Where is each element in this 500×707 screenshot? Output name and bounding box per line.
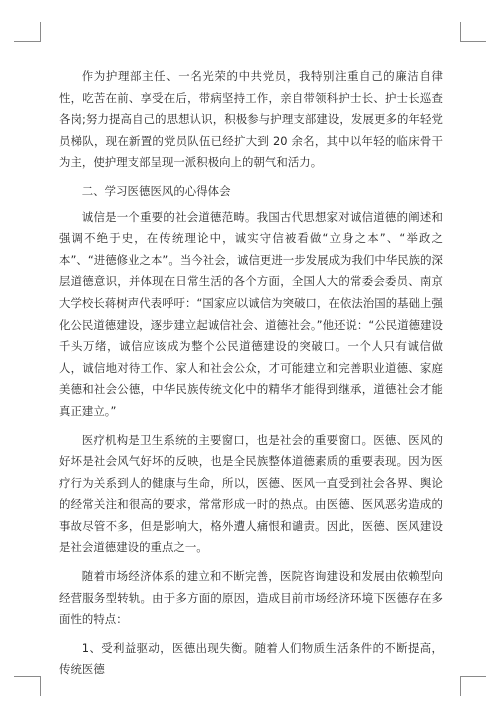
paragraph-party-member-self-discipline: 作为护理部主任、一名光荣的中共党员，我特别注重自己的廉洁自律性，吃苦在前、享受在后，带病坚持工作，亲自带领科护士长、护士长巡查各岗;努力提高自己的思想认识，积极参与护理支部建设，发展更多的年轻党员梯队，现在新置的党员队伍已经扩大到 20 余名，其中以年轻的临床骨干为主，使护理支部呈现一派积极向上的朝气和活力。 (59, 69, 443, 170)
paragraph-medical-ethics-window: 医疗机构是卫生系统的主要窗口，也是社会的重要窗口。医德、医风的好坏是社会风气好坏的反映，也是全民族整体道德素质的重要表现。因为医疗行为关系到人的健康与生命，所以，医德、医风一直受到社会各界、舆论的经常关注和很高的要求，常常形成一时的热点。由医德、医风恶劣造成的事故尽管不多，但是影响大，格外遭人痛恨和谴责。因此，医德、医风建设是社会道德建设的重点之一。 (59, 432, 443, 555)
paragraph-integrity: 诚信是一个重要的社会道德范畴。我国古代思想家对诚信道德的阐述和强调不绝于史，在传统理论中，诚实守信被看做“立身之本”、“举政之本”、“进德修业之本”。当今社会，诚信更进一步发展成为我们中华民族的深层道德意识，并体现在日常生活的各个方面，全国人大的常委会委员、南京大学校长蒋树声代表呼吁：“国家应以诚信为突破口，在依法治国的基础上强化公民道德建设，逐步建立起诚信社会、道德社会。”他还说：“公民道德建设千头万绪，诚信应该成为整个公民道德建设的突破口。一个人只有诚信做人，诚信地对待工作、家人和社会公众，才可能建立和完善职业道德、家庭美德和社会公德，中华民族传统文化中的精华才能得到继承，道德社会才能真正建立。” (59, 209, 443, 418)
section-heading-2: 二、学习医德医风的心得体会 (81, 183, 231, 198)
paragraph-market-economy: 随着市场经济体系的建立和不断完善，医院咨询建设和发展由依赖型向经营服务型转轨。由于多方面的原因，造成目前市场经济环境下医德存在多面性的特点： (59, 569, 443, 627)
body-text (59, 66, 443, 681)
paragraph-point-1: 1、受利益驱动，医德出现失衡。随着人们物质生活条件的不断提高，传统医德 (59, 640, 443, 677)
